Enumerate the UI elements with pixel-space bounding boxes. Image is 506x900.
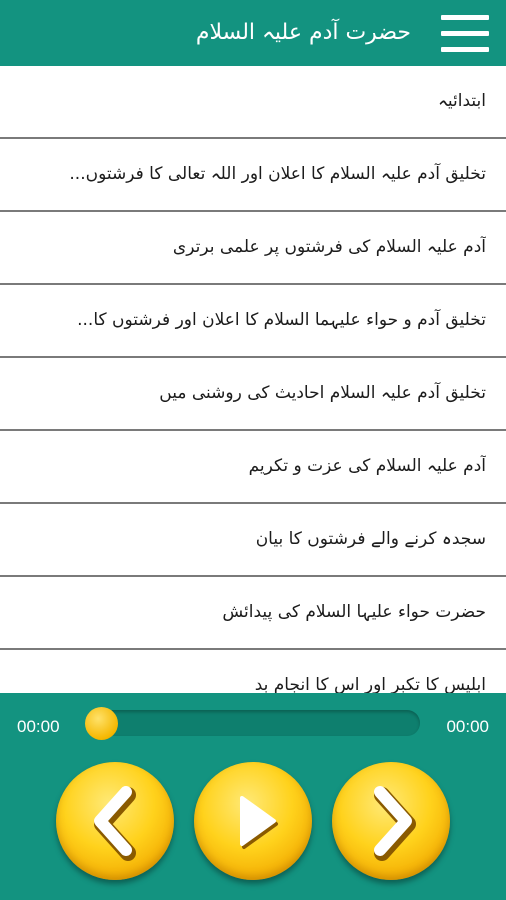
- chapter-title: تخلیق آدم علیہ السلام کا اعلان اور اللہ تعالی کا فرشتوں...: [69, 164, 486, 184]
- audio-player: [0, 693, 506, 900]
- menu-bar: [441, 15, 489, 20]
- menu-bar: [441, 31, 489, 36]
- chapter-item[interactable]: [0, 650, 506, 693]
- chapter-item[interactable]: [0, 139, 506, 212]
- chapter-title: ابلیس کا تکبر اور اس کا انجام بد: [254, 675, 486, 693]
- chapter-item[interactable]: [0, 504, 506, 577]
- play-button[interactable]: [194, 762, 312, 880]
- elapsed-time: 00:00: [17, 717, 60, 736]
- chapter-title: آدم علیہ السلام کی عزت و تکریم: [248, 456, 486, 476]
- next-button[interactable]: [332, 762, 450, 880]
- chapter-title: تخلیق آدم علیہ السلام احادیث کی روشنی میں: [159, 383, 486, 403]
- chapter-item[interactable]: [0, 431, 506, 504]
- chapter-title: حضرت حواء علیہا السلام کی پیدائش: [222, 602, 486, 622]
- seek-bar[interactable]: [86, 710, 420, 736]
- chapter-title: آدم علیہ السلام کی فرشتوں پر علمی برتری: [172, 237, 486, 257]
- chapter-item[interactable]: [0, 577, 506, 650]
- play-icon: [194, 762, 312, 880]
- chapter-list[interactable]: [0, 66, 506, 693]
- chapter-title: ابتدائیہ: [437, 91, 486, 111]
- total-time: 00:00: [446, 717, 489, 736]
- chevron-left-icon: [56, 762, 174, 880]
- chapter-title: سجدہ کرنے والے فرشتوں کا بیان: [255, 529, 486, 549]
- chapter-item[interactable]: [0, 358, 506, 431]
- app-header: [0, 0, 506, 66]
- hamburger-menu-icon[interactable]: [441, 13, 489, 55]
- menu-bar: [441, 47, 489, 52]
- page-title: حضرت آدم علیہ السلام: [195, 20, 411, 45]
- chapter-item[interactable]: [0, 212, 506, 285]
- previous-button[interactable]: [56, 762, 174, 880]
- chevron-right-icon: [332, 762, 450, 880]
- chapter-title: تخلیق آدم و حواء علیہما السلام کا اعلان اور فرشتوں کا...: [77, 310, 486, 330]
- seek-thumb[interactable]: [85, 707, 118, 740]
- chapter-item[interactable]: [0, 285, 506, 358]
- chapter-item[interactable]: [0, 66, 506, 139]
